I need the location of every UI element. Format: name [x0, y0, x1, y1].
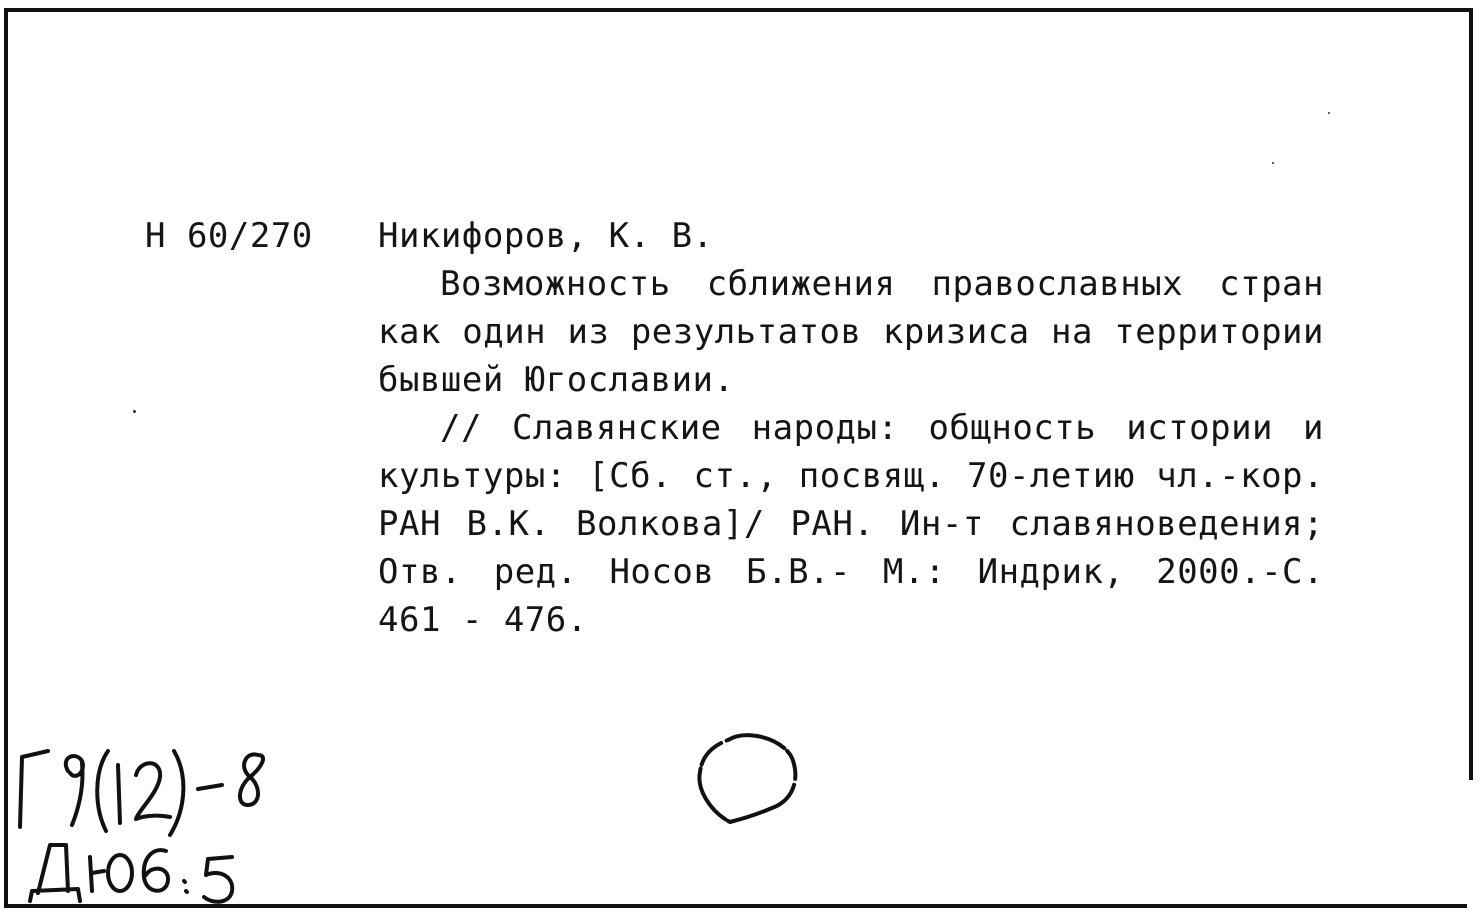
- source-description: // Славянские народы: общность истории и культуры: [Сб. ст., посвящ. 70-летию чл.-кор. РАН В.К. Волкова]/ РАН. Ин-т славяноведения; Отв. ред. Носов Б.В.- М.: Индрик, 2000.-С. 461 - 476.: [378, 408, 1324, 640]
- scan-speck: [133, 410, 136, 413]
- handwritten-call-number: [10, 745, 310, 910]
- article-title: Возможность сближения православных стран как один из результатов кризиса на территории бывшей Югославии.: [378, 264, 1324, 400]
- scan-speck: [1328, 112, 1330, 114]
- shelfmark: Н 60/270: [145, 216, 313, 256]
- bibliographic-entry: [378, 212, 1324, 644]
- author-name: Никифоров, К. В.: [378, 216, 714, 256]
- scan-speck: [1272, 162, 1274, 164]
- library-stamp: [688, 722, 808, 832]
